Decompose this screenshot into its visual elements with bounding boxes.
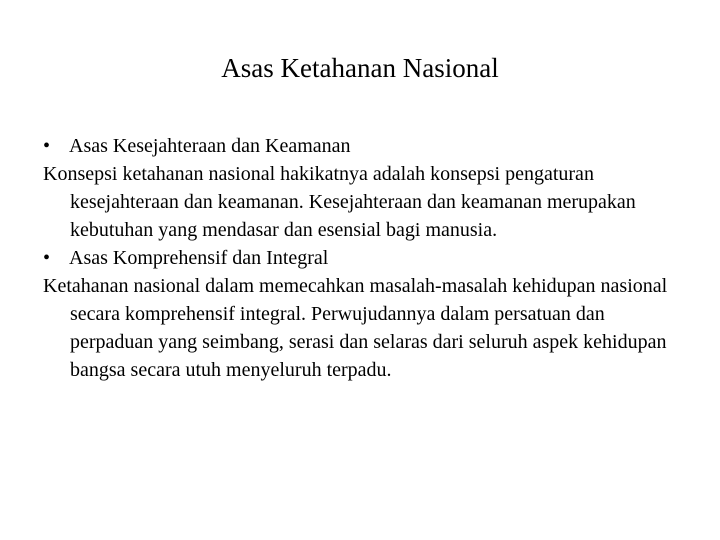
bullet-heading-komprehensif — [43, 244, 683, 272]
body-paragraph-komprehensif: Ketahanan nasional dalam memecahkan masalah-masalah kehidupan nasional secara komprehensif integral. Perwujudannya dalam persatuan dan perpaduan yang seimbang, serasi dan selaras dari seluruh aspek kehidupan bangsa secara utuh menyeluruh terpadu. — [43, 275, 668, 381]
slide-title: Asas Ketahanan Nasional — [221, 53, 499, 83]
slide-content — [43, 132, 683, 384]
bullet-heading-text: Asas Kesejahteraan dan Keamanan — [69, 135, 351, 157]
bullet-icon: • — [43, 135, 51, 157]
body-paragraph-kesejahteraan: Konsepsi ketahanan nasional hakikatnya adalah konsepsi pengaturan kesejahteraan dan keamanan. Kesejahteraan dan keamanan merupakan kebutuhan yang mendasar dan esensial bagi manusia. — [43, 163, 636, 241]
bullet-heading-text: Asas Komprehensif dan Integral — [69, 247, 329, 269]
bullet-icon: • — [43, 247, 51, 269]
bullet-heading-kesejahteraan — [43, 132, 683, 160]
